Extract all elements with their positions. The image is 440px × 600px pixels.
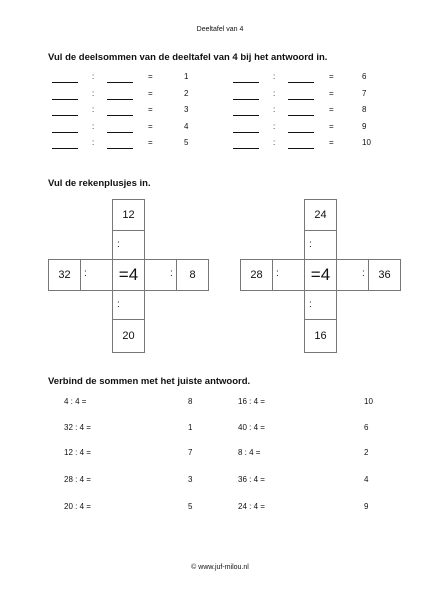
division-sum: 4 : 4 =	[64, 397, 87, 406]
dividend-blank[interactable]	[52, 115, 78, 116]
puzzle-left-cell: 28	[240, 259, 273, 291]
dividend-blank[interactable]	[52, 148, 78, 149]
puzzle-colon: :	[276, 268, 279, 279]
divisor-blank[interactable]	[107, 115, 133, 116]
answer-option[interactable]: 6	[364, 423, 369, 432]
division-colon: :	[92, 105, 95, 114]
divisor-blank[interactable]	[107, 99, 133, 100]
division-colon: :	[92, 138, 95, 147]
division-colon: :	[92, 89, 95, 98]
division-sum: 20 : 4 =	[64, 502, 91, 511]
given-answer: 8	[362, 105, 367, 114]
answer-option[interactable]: 10	[364, 397, 373, 406]
equals-sign: =	[148, 89, 153, 98]
puzzle-left-cell: 32	[48, 259, 81, 291]
division-colon: :	[92, 72, 95, 81]
division-colon: :	[273, 105, 276, 114]
divisor-blank[interactable]	[107, 148, 133, 149]
answer-option[interactable]: 3	[188, 475, 193, 484]
puzzle-top-cell: 12	[112, 199, 145, 231]
puzzle-right-cell: 36	[368, 259, 401, 291]
answer-option[interactable]: 7	[188, 448, 193, 457]
puzzle-colon: :	[362, 268, 365, 279]
division-colon: :	[92, 122, 95, 131]
given-answer: 10	[362, 138, 371, 147]
division-colon: :	[273, 138, 276, 147]
puzzle-colon: :	[170, 268, 173, 279]
answer-option[interactable]: 5	[188, 502, 193, 511]
puzzle-top-cell: 24	[304, 199, 337, 231]
equals-sign: =	[148, 72, 153, 81]
division-colon: :	[273, 122, 276, 131]
puzzle-colon: :	[309, 299, 312, 310]
given-answer: 2	[184, 89, 189, 98]
answer-option[interactable]: 1	[188, 423, 193, 432]
answer-option[interactable]: 2	[364, 448, 369, 457]
dividend-blank[interactable]	[52, 82, 78, 83]
division-sum: 24 : 4 =	[238, 502, 265, 511]
equals-sign: =	[148, 138, 153, 147]
given-answer: 1	[184, 72, 189, 81]
dividend-blank[interactable]	[52, 132, 78, 133]
equals-sign: =	[329, 89, 334, 98]
dividend-blank[interactable]	[233, 115, 259, 116]
divisor-blank[interactable]	[288, 115, 314, 116]
puzzle-colon: :	[117, 299, 120, 310]
given-answer: 3	[184, 105, 189, 114]
divisor-blank[interactable]	[288, 148, 314, 149]
answer-option[interactable]: 8	[188, 397, 193, 406]
given-answer: 4	[184, 122, 189, 131]
section1-instruction: Vul de deelsommen van de deeltafel van 4 bij het antwoord in.	[48, 52, 328, 63]
puzzle-center-cell: =4	[304, 259, 337, 291]
division-sum: 16 : 4 =	[238, 397, 265, 406]
puzzle-colon: :	[117, 239, 120, 250]
given-answer: 5	[184, 138, 189, 147]
section3-instruction: Verbind de sommen met het juiste antwoord.	[48, 376, 251, 387]
page-title: Deeltafel van 4	[196, 26, 244, 33]
footer-copyright: © www.juf-milou.nl	[191, 564, 249, 571]
answer-option[interactable]: 9	[364, 502, 369, 511]
dividend-blank[interactable]	[233, 148, 259, 149]
divisor-blank[interactable]	[107, 82, 133, 83]
puzzle-center-cell: =4	[112, 259, 145, 291]
division-sum: 28 : 4 =	[64, 475, 91, 484]
equals-sign: =	[329, 72, 334, 81]
dividend-blank[interactable]	[233, 132, 259, 133]
given-answer: 9	[362, 122, 367, 131]
answer-option[interactable]: 4	[364, 475, 369, 484]
divisor-blank[interactable]	[288, 82, 314, 83]
dividend-blank[interactable]	[52, 99, 78, 100]
puzzle-colon: :	[84, 268, 87, 279]
division-colon: :	[273, 72, 276, 81]
puzzle-bottom-cell: 20	[112, 319, 145, 353]
division-sum: 36 : 4 =	[238, 475, 265, 484]
divisor-blank[interactable]	[107, 132, 133, 133]
division-sum: 12 : 4 =	[64, 448, 91, 457]
divisor-blank[interactable]	[288, 132, 314, 133]
division-sum: 32 : 4 =	[64, 423, 91, 432]
equals-sign: =	[148, 122, 153, 131]
given-answer: 7	[362, 89, 367, 98]
given-answer: 6	[362, 72, 367, 81]
equals-sign: =	[329, 138, 334, 147]
equals-sign: =	[148, 105, 153, 114]
equals-sign: =	[329, 105, 334, 114]
puzzle-colon: :	[309, 239, 312, 250]
section2-instruction: Vul de rekenplusjes in.	[48, 178, 151, 189]
puzzle-bottom-cell: 16	[304, 319, 337, 353]
division-sum: 40 : 4 =	[238, 423, 265, 432]
division-sum: 8 : 4 =	[238, 448, 261, 457]
dividend-blank[interactable]	[233, 99, 259, 100]
puzzle-right-cell: 8	[176, 259, 209, 291]
dividend-blank[interactable]	[233, 82, 259, 83]
division-colon: :	[273, 89, 276, 98]
equals-sign: =	[329, 122, 334, 131]
divisor-blank[interactable]	[288, 99, 314, 100]
